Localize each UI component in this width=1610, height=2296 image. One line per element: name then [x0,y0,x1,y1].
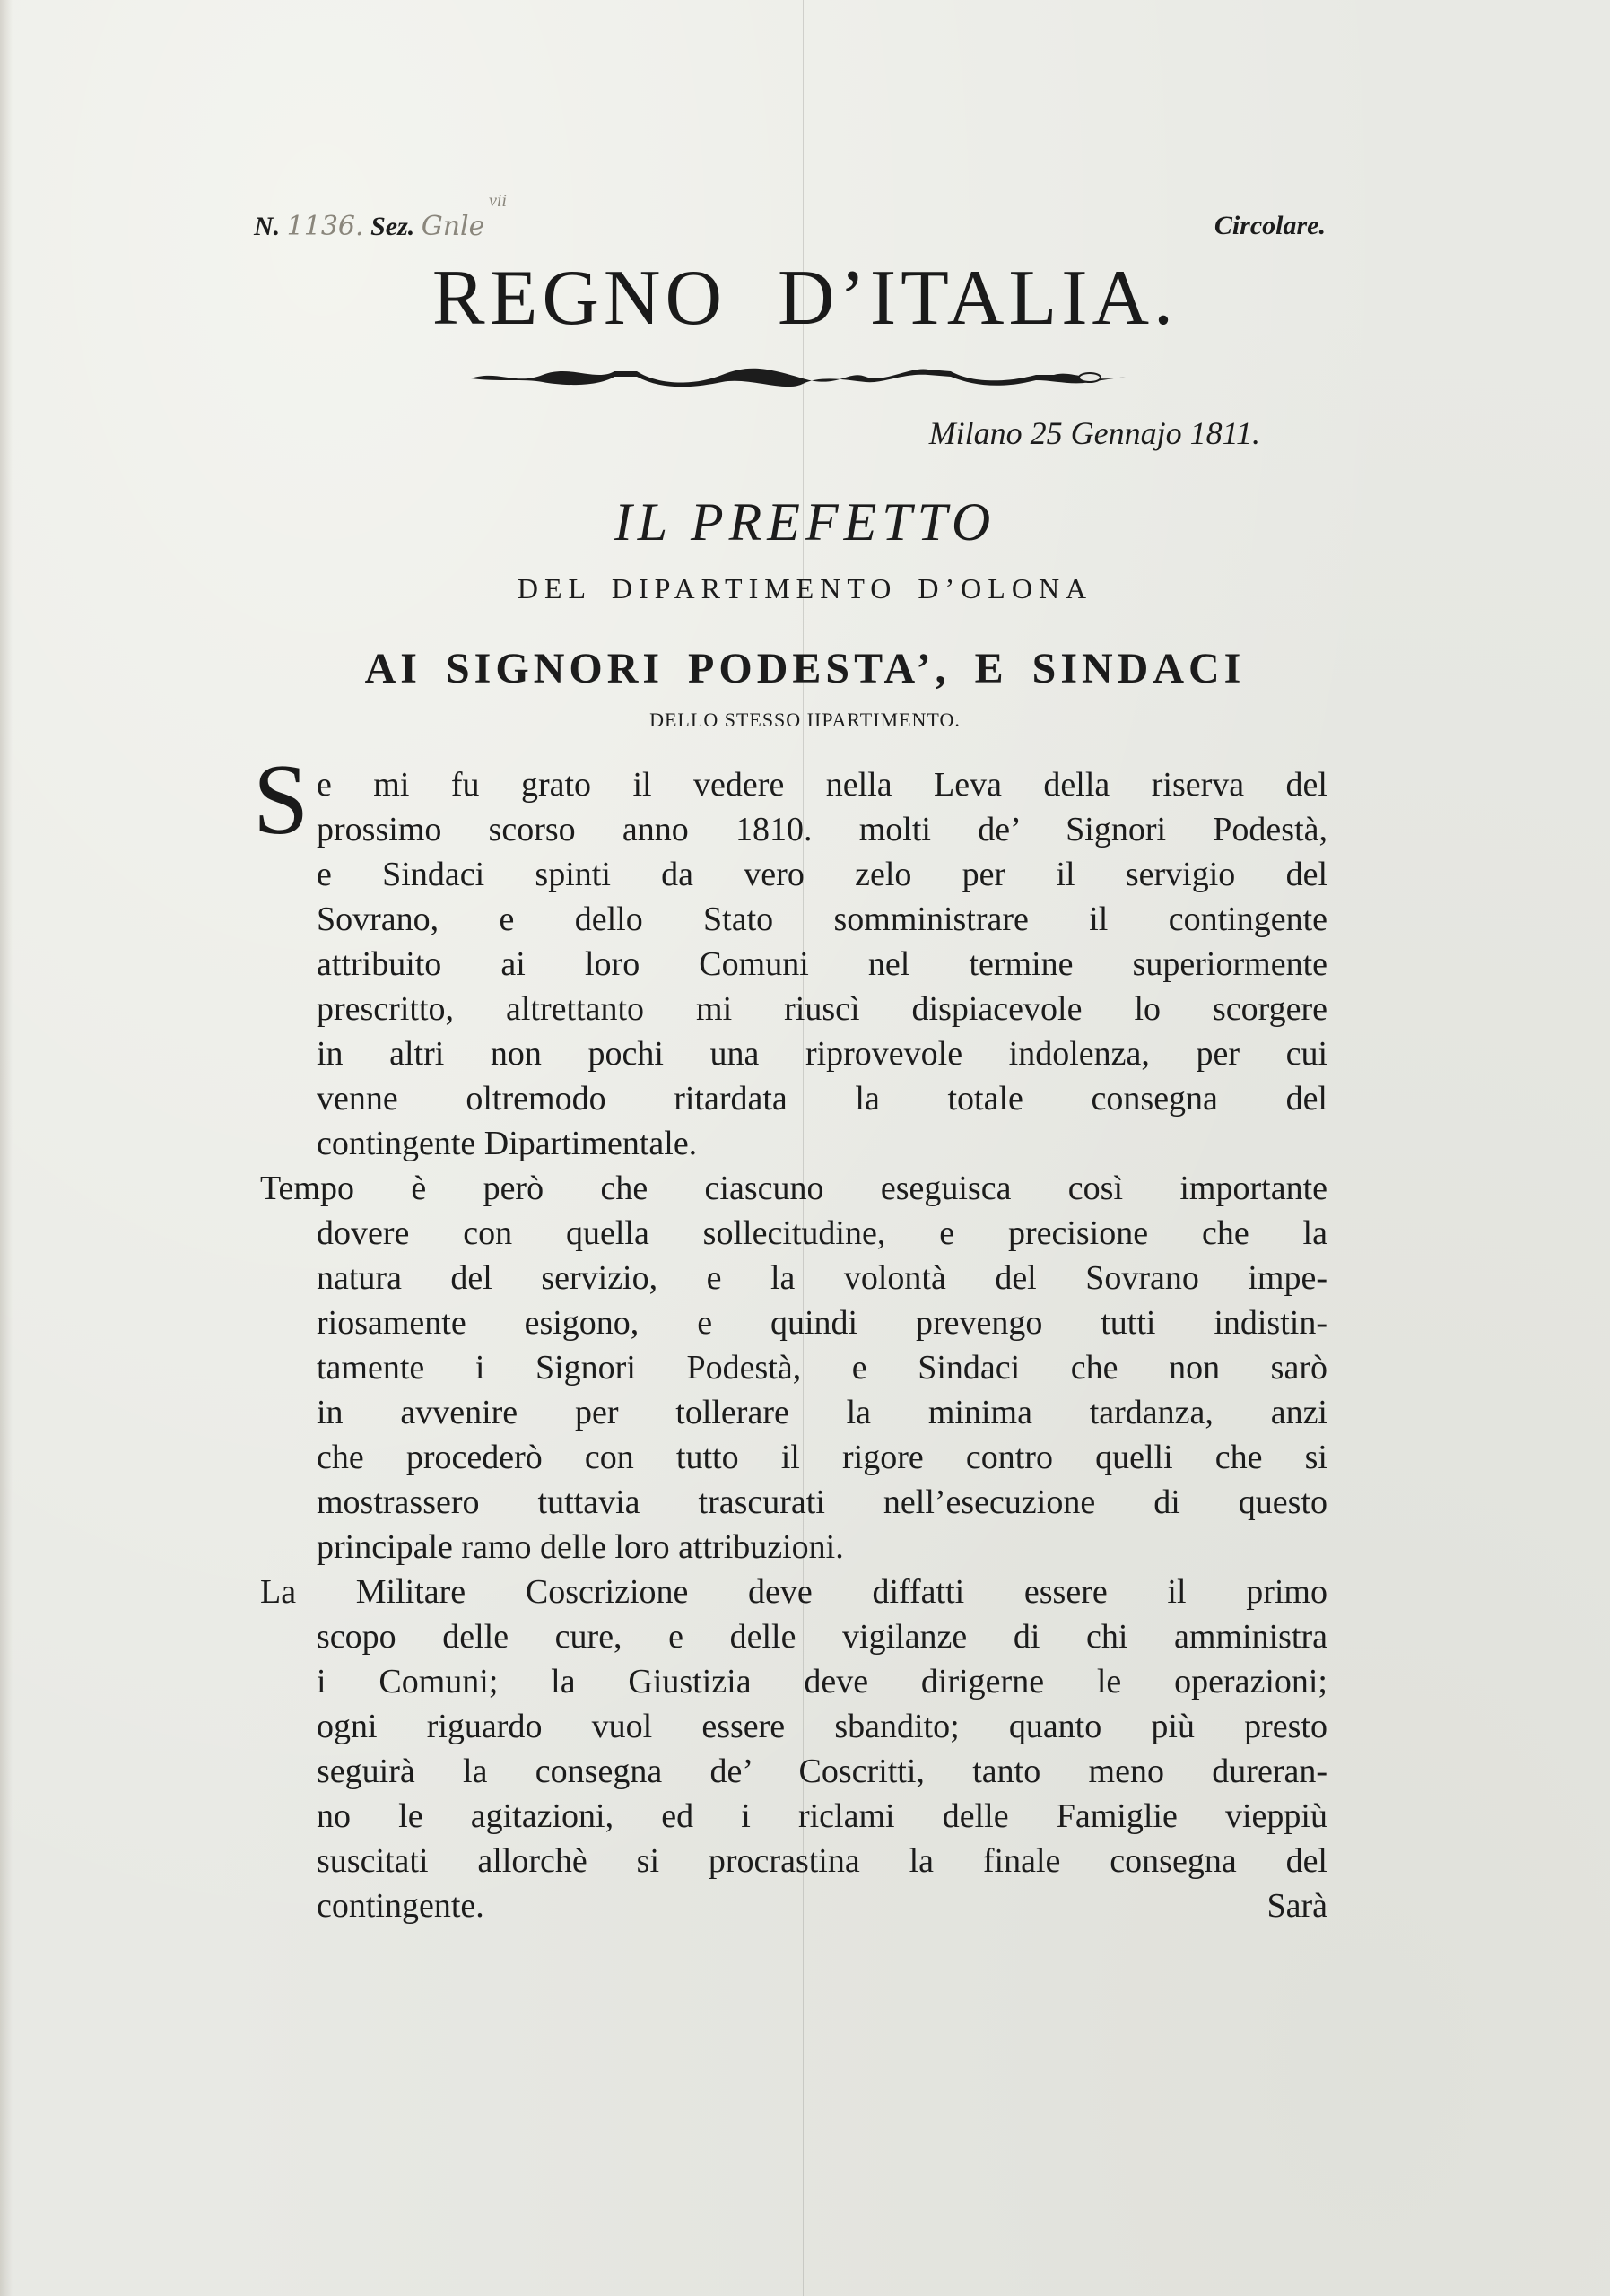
text-line: in altri non pochi una riprovevole indolenza, per cui [317,1035,1327,1073]
body-text [253,744,1327,1928]
text-line: natura del servizio, e la volontà del Sovrano impe- [317,1259,1327,1297]
text-line: no le agitazioni, ed i riclami delle Famiglie vieppiù [317,1797,1327,1835]
paragraph-2 [260,1166,1327,1570]
paragraph-1 [253,744,1327,1166]
text-line: e mi fu grato il vedere nella Leva della riserva del [317,766,1327,804]
handwritten-number: 1136. [286,211,364,242]
drop-cap: S [253,744,309,856]
issuer-title: IL PREFETTO [614,492,996,552]
text-line: che procederò con tutto il rigore contro quelli che si [317,1439,1327,1476]
handwritten-section: Gnle [421,211,485,242]
text-line: prescritto, altrettanto mi riuscì dispiacevole lo scorgere [317,990,1327,1028]
document-title: REGNO D’ITALIA. [431,255,1179,342]
circular-label: Circolare. [1214,211,1326,240]
text-line: tamente i Signori Podestà, e Sindaci che non sarò [317,1349,1327,1387]
date-line: Milano 25 Gennajo 1811. [928,415,1260,451]
addressee-heading: AI SIGNORI PODESTA’, E SINDACI [364,645,1246,692]
text-line: prossimo scorso anno 1810. molti de’ Signori Podestà, [317,811,1327,848]
text-line: riosamente esigono, e quindi prevengo tutti indistin- [317,1304,1327,1342]
text-line: contingente. [317,1887,484,1925]
text-line: venne oltremodo ritardata la totale consegna del [317,1080,1327,1118]
text-line-with-catchword [269,1883,1327,1928]
text-line: Tempo è però che ciascuno eseguisca così importante [260,1170,1327,1207]
catchword: Sarà [1266,1887,1327,1925]
handwritten-superscript: vii [489,191,507,211]
text-line: Sovrano, e dello Stato somministrare il contingente [317,900,1327,938]
text-line: scopo delle cure, e delle vigilanze di chi amministra [317,1618,1327,1656]
text-line: seguirà la consegna de’ Coscritti, tanto meno dureran- [317,1752,1327,1790]
text-line: i Comuni; la Giustizia deve dirigerne le operazioni; [317,1663,1327,1700]
text-line: contingente Dipartimentale. [317,1125,698,1162]
text-line: in avvenire per tollerare la minima tardanza, anzi [317,1394,1327,1431]
ref-section-label: Sez. [370,212,415,241]
text-line: dovere con quella sollecitudine, e precisione che la [317,1214,1327,1252]
text-line: La Militare Coscrizione deve diffatti essere il primo [260,1573,1327,1611]
text-line: principale ramo delle loro attribuzioni. [317,1528,844,1566]
addressee-subheading: DELLO STESSO IIPARTIMENTO. [649,709,961,731]
paper-edge-shadow [0,0,13,2296]
text-line: ogni riguardo vuol essere sbandito; quanto più presto [317,1708,1327,1745]
text-line: suscitati allorchè si procrastina la finale consegna del [317,1842,1327,1880]
text-line: attribuito ai loro Comuni nel termine superiormente [317,945,1327,983]
text-line: e Sindaci spinti da vero zelo per il servigio del [317,856,1327,893]
ref-prefix: N. [254,212,281,241]
reference-number [254,191,507,242]
issuer-department: DEL DIPARTIMENTO D’OLONA [517,572,1093,604]
header-row [254,191,1326,247]
paragraph-3 [260,1570,1327,1928]
ornament-rule-icon [462,359,1135,395]
text-line: mostrassero tuttavia trascurati nell’esecuzione di questo [317,1483,1327,1521]
